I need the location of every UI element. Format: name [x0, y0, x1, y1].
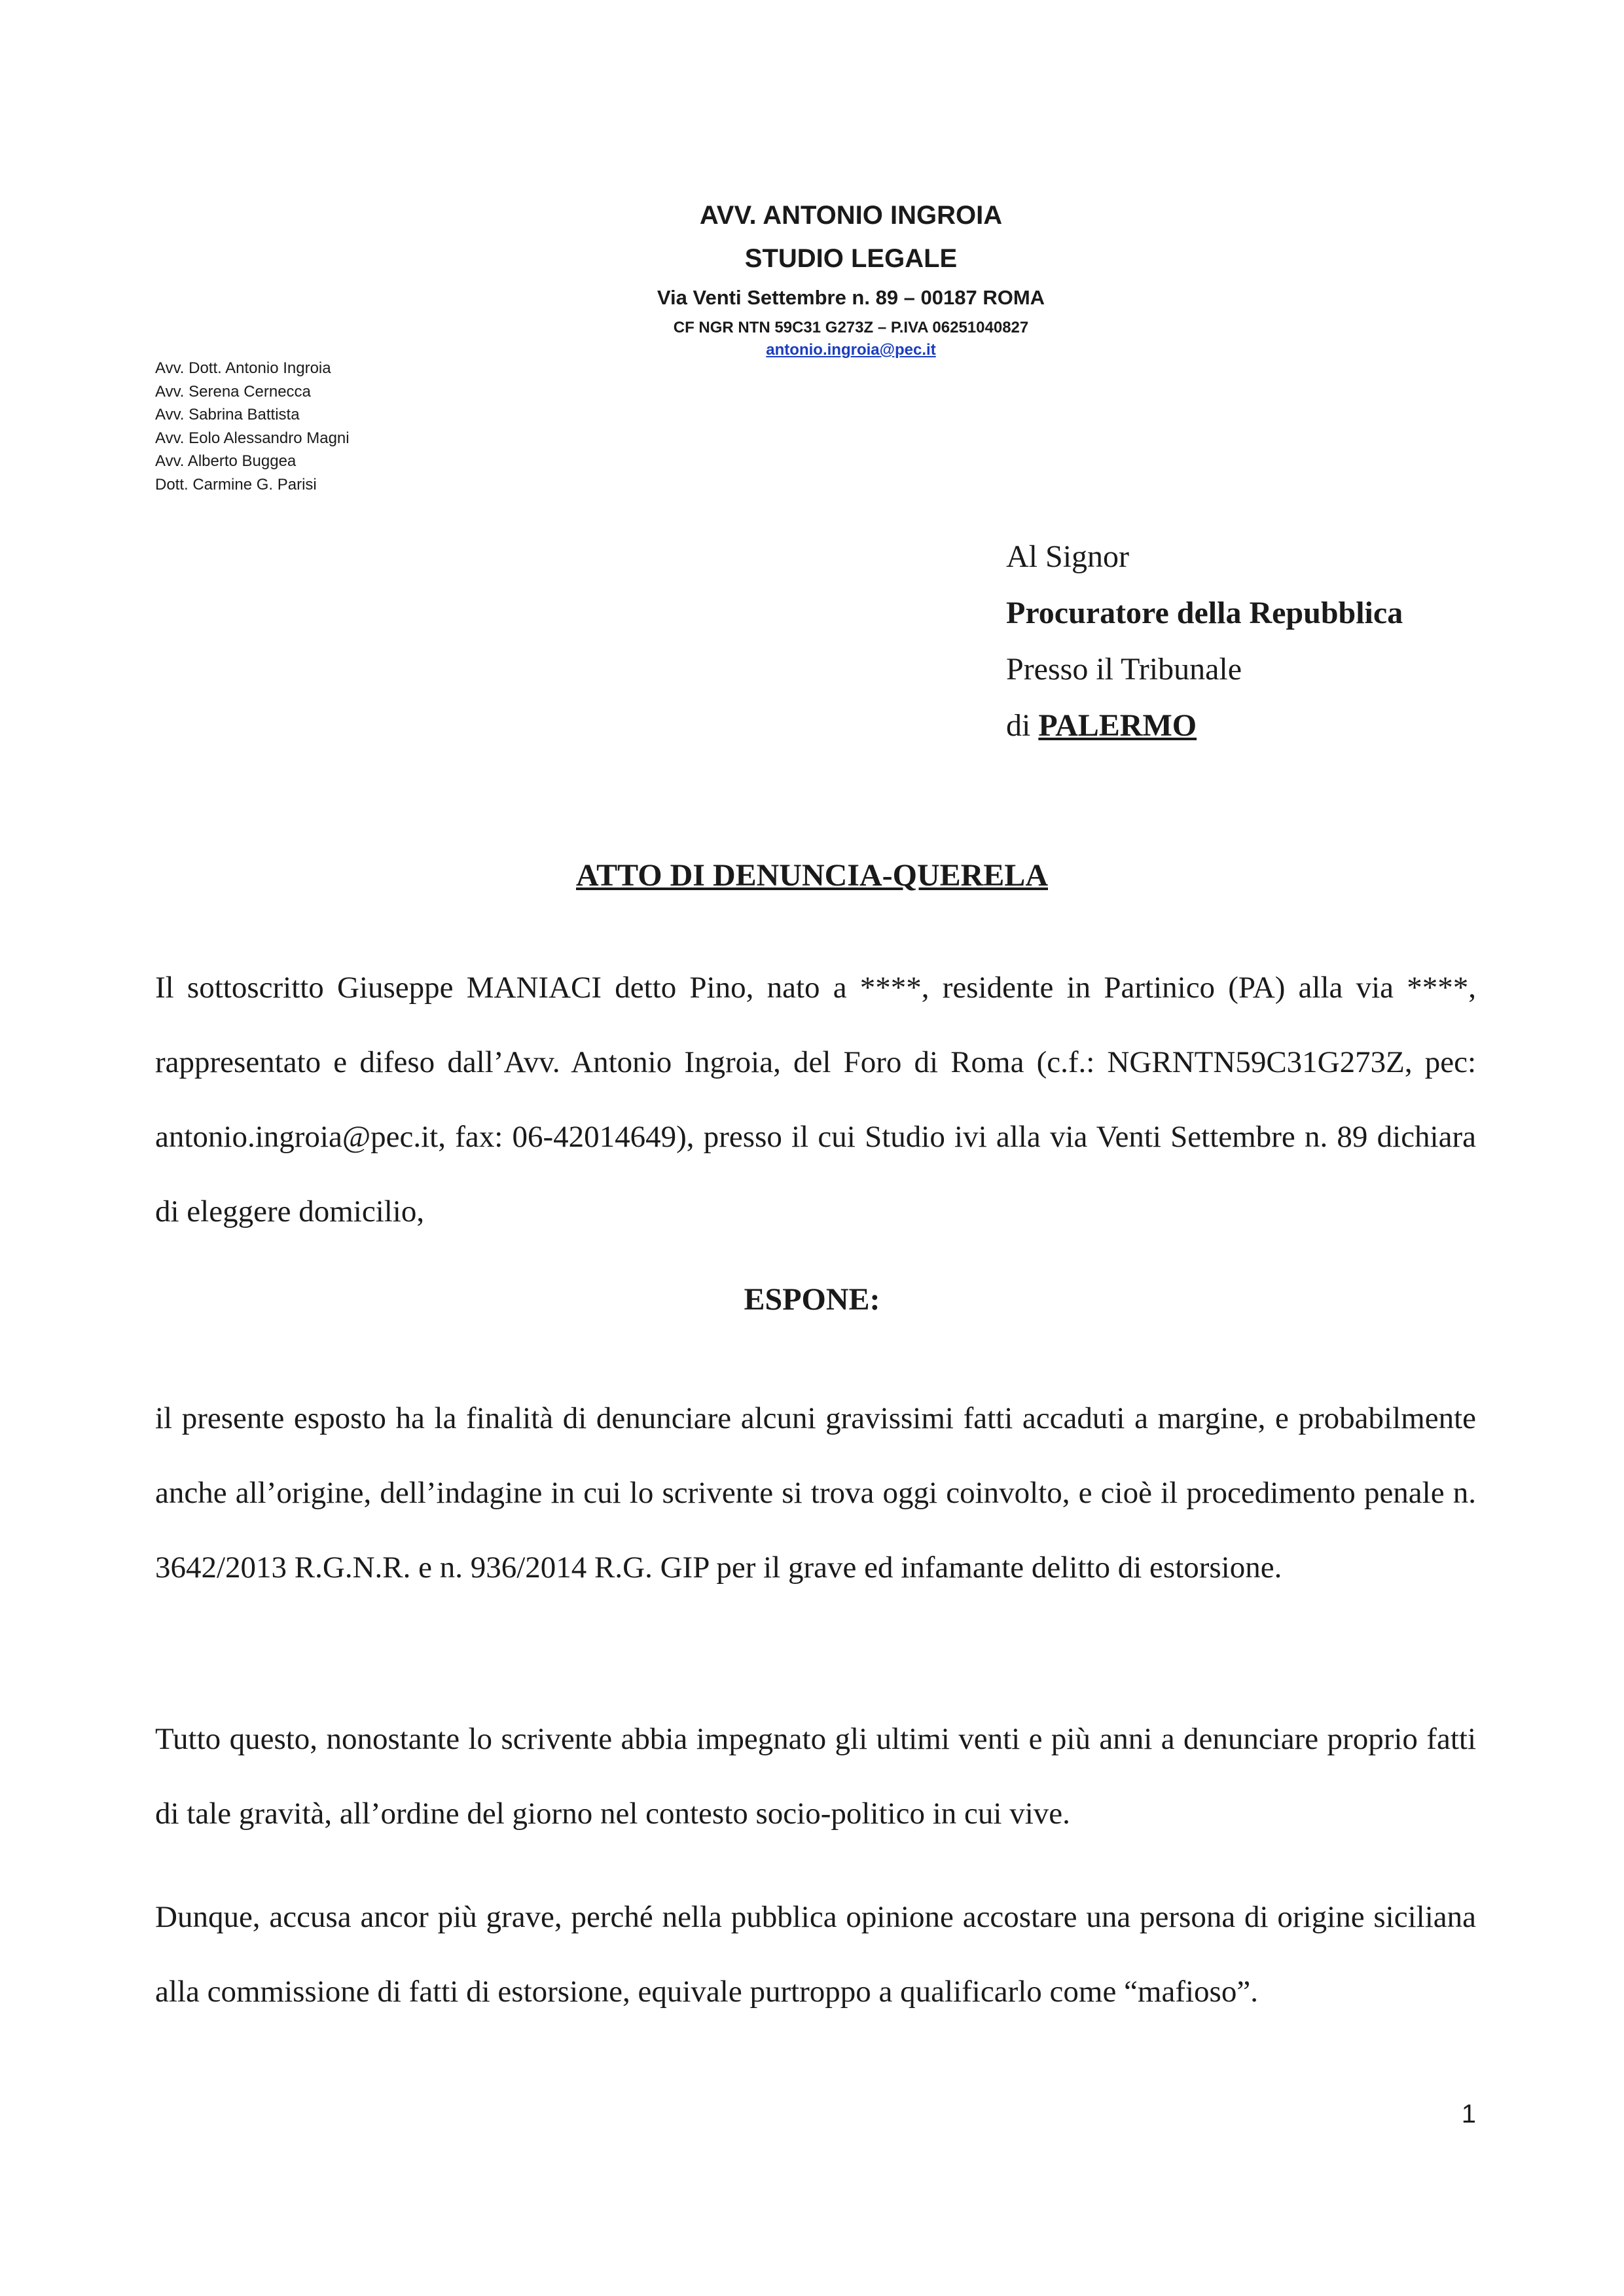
- attorney-name: Avv. Eolo Alessandro Magni: [155, 429, 350, 447]
- attorney-name: Avv. Sabrina Battista: [155, 406, 300, 423]
- recipient-city-line: [1006, 698, 1403, 754]
- law-firm-owner-name: AVV. ANTONIO INGROIA: [699, 201, 1003, 230]
- law-firm-label: STUDIO LEGALE: [744, 244, 958, 273]
- letterhead: [511, 194, 1191, 360]
- attorney-name: Avv. Dott. Antonio Ingroia: [155, 359, 331, 377]
- document-title: ATTO DI DENUNCIA-QUERELA: [576, 858, 1048, 893]
- recipient-title: Procuratore della Repubblica: [1006, 596, 1403, 630]
- attorney-name: Avv. Serena Cernecca: [155, 382, 311, 401]
- pec-email-link[interactable]: antonio.ingroia@pec.it: [766, 341, 936, 359]
- recipient-city-prefix: di: [1006, 708, 1039, 743]
- body-paragraph-1: il presente esposto ha la finalità di denunciare alcuni gravissimi fatti accaduti a margine, e probabilmente anche all’origine, dell’indagine in cui lo scrivente si trova oggi coinvolto, e cioè il procedimento penale n. 3642/2013 R.G.N.R. e n. 936/2014 R.G. GIP per il grave ed infamante delitto di estorsione.: [155, 1401, 1476, 1585]
- intro-paragraph: Il sottoscritto Giuseppe MANIACI detto Pino, nato a ****, residente in Partinico (PA) alla via ****, rappresentato e difeso dall’Avv. Antonio Ingroia, del Foro di Roma (c.f.: NGRNTN59C31G273Z, pec: antonio.ingroia@pec.it, fax: 06-42014649), presso il cui Studio ivi alla via Venti Settembre n. 89 dichiara di eleggere domicilio,: [155, 971, 1476, 1229]
- attorneys-list: [155, 357, 350, 496]
- recipient-salutation: Al Signor: [1006, 539, 1130, 574]
- tax-codes: CF NGR NTN 59C31 G273Z – P.IVA 06251040827: [673, 319, 1029, 336]
- law-firm-address: Via Venti Settembre n. 89 – 00187 ROMA: [657, 286, 1045, 309]
- attorney-name: Avv. Alberto Buggea: [155, 452, 297, 470]
- recipient-city: PALERMO: [1038, 708, 1197, 743]
- recipient-block: [1006, 529, 1403, 754]
- recipient-court: Presso il Tribunale: [1006, 652, 1242, 687]
- section-heading: ESPONE:: [744, 1282, 880, 1317]
- body-paragraph-2: Tutto questo, nonostante lo scrivente abbia impegnato gli ultimi venti e più anni a denunciare proprio fatti di tale gravità, all’ordine del giorno nel contesto socio-politico in cui vive.: [155, 1722, 1476, 1831]
- attorney-name: Dott. Carmine G. Parisi: [155, 475, 317, 493]
- body-paragraph-3: Dunque, accusa ancor più grave, perché nella pubblica opinione accostare una persona di origine siciliana alla commissione di fatti di estorsione, equivale purtroppo a qualificarlo come “mafioso”.: [155, 1900, 1476, 2009]
- page-number: 1: [1461, 2100, 1476, 2128]
